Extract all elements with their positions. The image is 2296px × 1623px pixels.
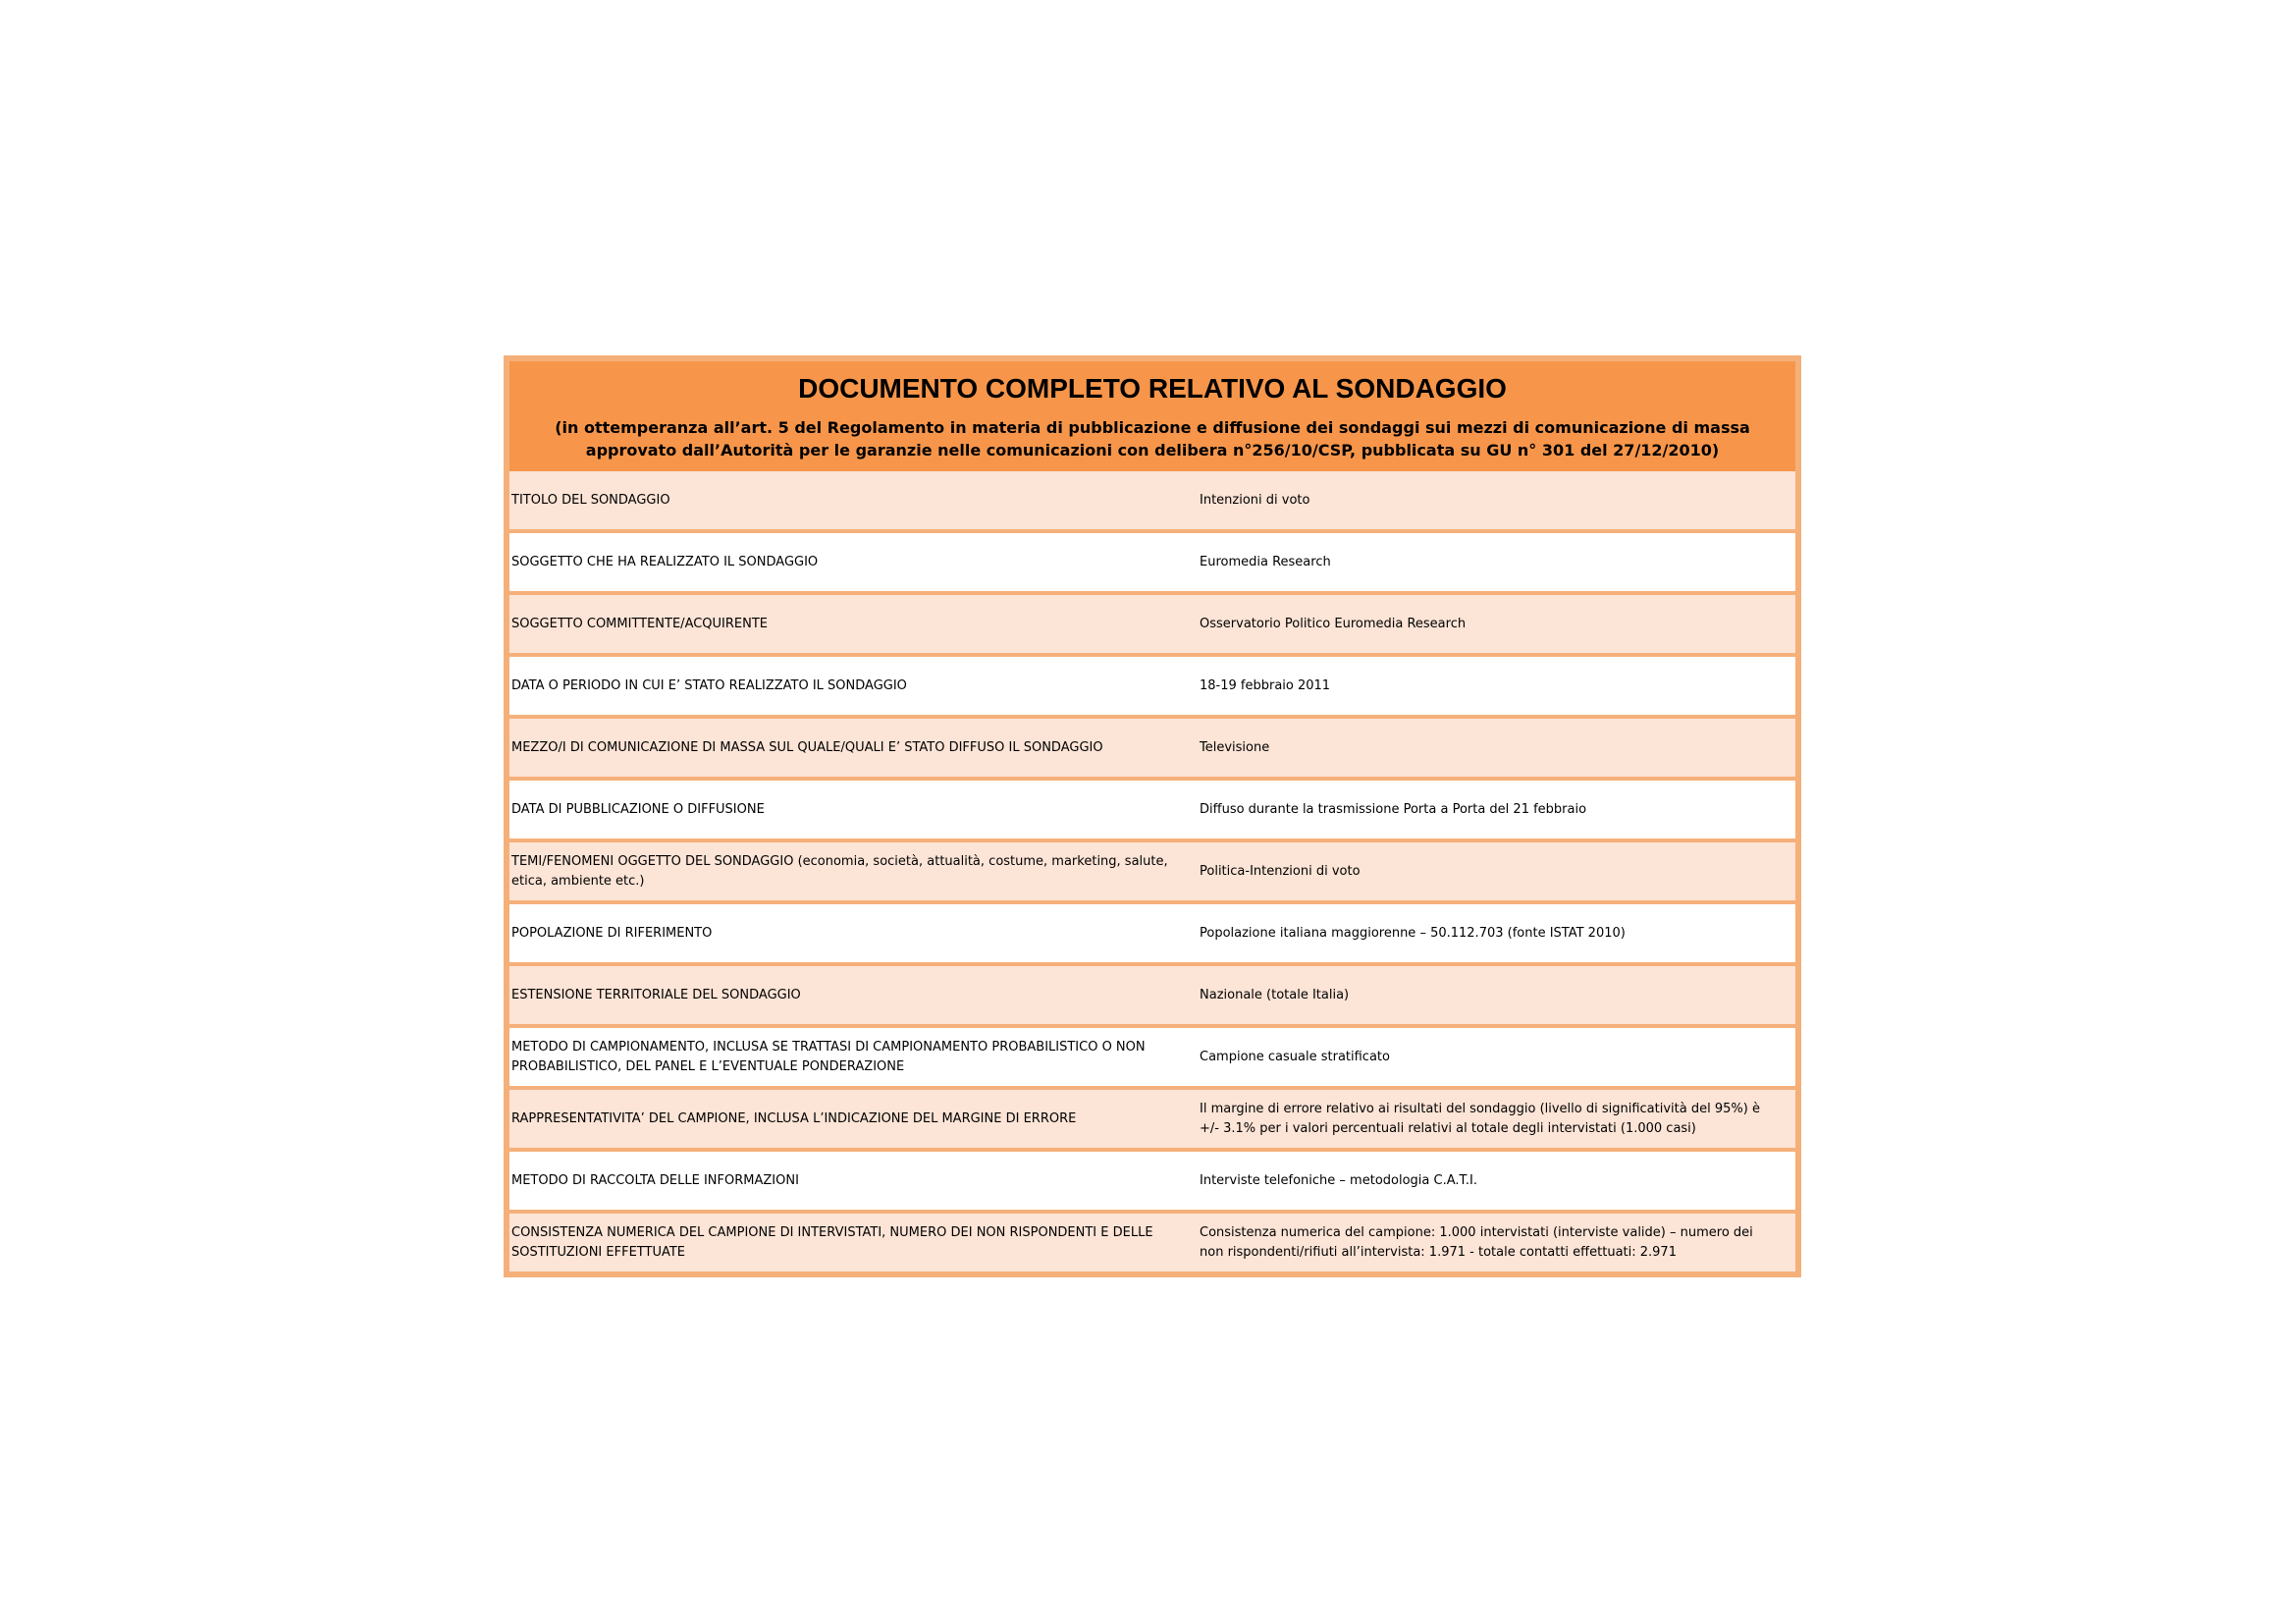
row-label: TEMI/FENOMENI OGGETTO DEL SONDAGGIO (economia, società, attualità, costume, marketing, salute, etica, ambiente etc.) [511, 853, 1168, 889]
row-value: Campione casuale stratificato [1200, 1049, 1390, 1064]
row-label: TITOLO DEL SONDAGGIO [511, 492, 670, 508]
row-value: Nazionale (totale Italia) [1200, 987, 1350, 1002]
document-rows [509, 471, 1795, 1271]
row-value: Diffuso durante la trasmissione Porta a Porta del 21 febbraio [1200, 801, 1587, 817]
table-row [509, 657, 1795, 715]
row-label: METODO DI CAMPIONAMENTO, INCLUSA SE TRATTASI DI CAMPIONAMENTO PROBABILISTICO O NON PROBABILISTICO, DEL PANEL E L’EVENTUALE PONDERAZIONE [511, 1039, 1146, 1074]
table-row [509, 1090, 1795, 1148]
table-row [509, 1152, 1795, 1210]
row-label: ESTENSIONE TERRITORIALE DEL SONDAGGIO [511, 987, 801, 1002]
table-row [509, 595, 1795, 653]
row-label: SOGGETTO COMMITTENTE/ACQUIRENTE [511, 616, 769, 631]
table-row [509, 842, 1795, 900]
row-label: POPOLAZIONE DI RIFERIMENTO [511, 925, 713, 941]
table-row [509, 719, 1795, 777]
table-row [509, 1214, 1795, 1271]
row-label: METODO DI RACCOLTA DELLE INFORMAZIONI [511, 1172, 799, 1188]
row-value: Popolazione italiana maggiorenne – 50.112.703 (fonte ISTAT 2010) [1200, 925, 1626, 941]
row-label: DATA O PERIODO IN CUI E’ STATO REALIZZATO IL SONDAGGIO [511, 677, 907, 693]
table-row [509, 533, 1795, 591]
row-value: Euromedia Research [1200, 554, 1331, 569]
table-row [509, 471, 1795, 529]
row-value: Osservatorio Politico Euromedia Research [1200, 616, 1467, 631]
table-row [509, 781, 1795, 839]
row-label: MEZZO/I DI COMUNICAZIONE DI MASSA SUL QUALE/QUALI E’ STATO DIFFUSO IL SONDAGGIO [511, 739, 1103, 755]
row-label: DATA DI PUBBLICAZIONE O DIFFUSIONE [511, 801, 765, 817]
row-label: RAPPRESENTATIVITA’ DEL CAMPIONE, INCLUSA L’INDICAZIONE DEL MARGINE DI ERRORE [511, 1110, 1077, 1126]
survey-document-table [504, 355, 1801, 1277]
table-row [509, 966, 1795, 1024]
row-value: Intenzioni di voto [1200, 492, 1310, 508]
row-value: Il margine di errore relativo ai risultati del sondaggio (livello di significatività del 95%) è +/- 3.1% per i valori percentuali relativi al totale degli intervistati (1.000 casi) [1200, 1101, 1760, 1136]
row-value: Politica-Intenzioni di voto [1200, 863, 1361, 879]
row-value: 18-19 febbraio 2011 [1200, 677, 1331, 693]
table-row [509, 1028, 1795, 1086]
row-value: Televisione [1200, 739, 1270, 755]
row-label: SOGGETTO CHE HA REALIZZATO IL SONDAGGIO [511, 554, 819, 569]
row-value: Consistenza numerica del campione: 1.000 intervistati (interviste valide) – numero dei non rispondenti/rifiuti all’intervista: 1.971 - totale contatti effettuati: 2.971 [1200, 1224, 1753, 1260]
row-value: Interviste telefoniche – metodologia C.A.T.I. [1200, 1172, 1478, 1188]
row-label: CONSISTENZA NUMERICA DEL CAMPIONE DI INTERVISTATI, NUMERO DEI NON RISPONDENTI E DELLE SOSTITUZIONI EFFETTUATE [511, 1224, 1153, 1260]
document-subtitle: (in ottemperanza all’art. 5 del Regolamento in materia di pubblicazione e diffusione dei sondaggi sui mezzi di comunicazione di massa approvato dall’Autorità per le garanzie nelle comunicazioni con delibera n°256/10/CSP, pubblicata su GU n° 301 del 27/12/2010) [555, 418, 1750, 460]
table-row [509, 904, 1795, 962]
document-title: DOCUMENTO COMPLETO RELATIVO AL SONDAGGIO [798, 373, 1507, 404]
document-header [509, 361, 1795, 471]
